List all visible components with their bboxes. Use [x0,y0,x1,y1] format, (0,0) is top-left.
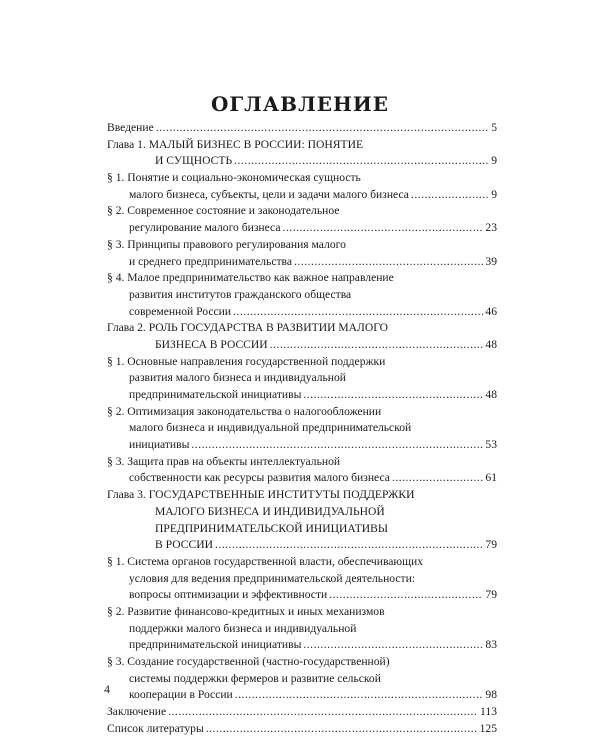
toc-entry-line: малого бизнеса и индивидуальной предпринимательской [129,421,412,435]
toc-entry-text: Введение [107,121,154,134]
dot-leader [168,704,478,721]
toc-entry-line: § 1. Основные направления государственной поддержки [107,354,386,368]
toc-entry-text: вопросы оптимизации и эффективности [129,588,328,602]
toc-entry-line: условия для ведения предпринимательской деятельности: [129,571,416,585]
dot-leader [329,587,483,604]
toc-page-number: 98 [485,688,497,702]
toc-entry-line: Глава 3. ГОСУДАРСТВЕННЫЕ ИНСТИТУТЫ ПОДДЕРЖКИ [107,488,415,502]
dot-leader [294,254,483,271]
toc-entry-last-line [107,254,497,271]
toc-entry[interactable] [107,354,497,404]
dot-leader [233,304,483,321]
toc-entry-text: предпринимательской инициативы [129,388,302,401]
toc-entry[interactable] [107,487,497,554]
dot-leader [234,153,489,170]
toc-entry[interactable] [107,554,497,604]
toc-entry-last-line [107,120,497,137]
toc-entry[interactable] [107,270,497,320]
dot-leader [303,637,483,654]
toc-entry-line: МАЛОГО БИЗНЕСА И ИНДИВИДУАЛЬНОЙ [155,504,385,518]
toc-entry-last-line [107,537,497,554]
toc-page-number: 46 [485,304,497,318]
page-number: 4 [104,682,110,696]
dot-leader [411,187,489,204]
toc-entry-text: инициативы [129,438,190,452]
toc-entry-line: § 1. Система органов государственной власти, обеспечивающих [107,554,424,568]
toc-page-number: 79 [485,588,497,602]
toc-entry-last-line [107,304,497,321]
table-of-contents [107,120,497,737]
toc-entry-text: предпринимательской инициативы [129,638,302,652]
toc-entry-last-line [107,437,497,454]
toc-entry-last-line [107,153,497,170]
toc-page-number: 9 [491,187,497,201]
dot-leader [235,687,484,704]
dot-leader [270,337,484,354]
toc-entry-line: § 2. Современное состояние и законодательное [107,204,340,218]
toc-page-number: 83 [485,638,497,652]
toc-page-number: 53 [485,438,497,452]
toc-entry-last-line [107,704,497,721]
toc-entry-last-line [107,687,497,704]
dot-leader [303,387,483,404]
toc-entry-text: собственности как ресурсы развития малого бизнеса [129,471,390,485]
toc-entry-line: § 2. Оптимизация законодательства о налогообложении [107,404,382,418]
toc-entry-last-line [107,721,497,738]
toc-entry-last-line [107,220,497,237]
dot-leader [215,537,483,554]
dot-leader [392,470,483,487]
toc-page-number: 79 [485,538,497,552]
dot-leader [206,721,478,738]
toc-entry-text: регулирование малого бизнеса [129,221,281,235]
toc-entry[interactable] [107,704,497,721]
toc-entry[interactable] [107,604,497,654]
toc-entry-line: ПРЕДПРИНИМАТЕЛЬСКОЙ ИНИЦИАТИВЫ [155,521,388,535]
toc-page-number: 61 [485,471,497,485]
toc-entry[interactable] [107,654,497,704]
toc-page-number: 23 [485,221,497,235]
toc-entry[interactable] [107,137,497,170]
toc-entry-line: Глава 1. МАЛЫЙ БИЗНЕС В РОССИИ: ПОНЯТИЕ [107,137,364,151]
toc-entry-line: § 4. Малое предпринимательство как важное направление [107,271,394,285]
toc-entry-last-line [107,387,497,404]
toc-entry[interactable] [107,721,497,738]
toc-entry-text: Список литературы [107,721,204,735]
toc-entry-line: § 2. Развитие финансово-кредитных и иных механизмов [107,604,385,618]
toc-entry[interactable] [107,237,497,270]
dot-leader [283,220,484,237]
toc-entry[interactable] [107,454,497,487]
toc-entry-line: развития институтов гражданского общества [129,287,352,301]
page-title: ОГЛАВЛЕНИЕ [210,92,390,116]
toc-entry-line: Глава 2. РОЛЬ ГОСУДАРСТВА В РАЗВИТИИ МАЛОГО [107,321,389,335]
toc-entry[interactable] [107,203,497,236]
dot-leader [191,437,483,454]
toc-entry-line: системы поддержки фермеров и развитие сельской [129,671,381,685]
toc-page-number: 113 [480,705,497,719]
toc-entry-last-line [107,337,497,354]
toc-entry[interactable] [107,170,497,203]
toc-entry-text: кооперации в России [129,688,233,702]
toc-page-number: 9 [491,154,497,168]
toc-entry[interactable] [107,404,497,454]
toc-entry-text: И СУЩНОСТЬ [155,154,233,168]
toc-entry-last-line [107,187,497,204]
toc-entry-last-line [107,637,497,654]
toc-entry-line: § 1. Понятие и социально-экономическая сущность [107,171,361,185]
toc-entry[interactable] [107,320,497,353]
toc-entry-line: § 3. Защита прав на объекты интеллектуальной [107,454,341,468]
toc-entry-text: В РОССИИ [155,538,213,552]
toc-entry-last-line [107,470,497,487]
toc-entry-line: § 3. Принципы правового регулирования малого [107,237,346,251]
toc-entry-last-line [107,587,497,604]
toc-entry-text: и среднего предпринимательства [129,254,293,268]
toc-page-number: 39 [485,254,497,268]
toc-page-number: 5 [491,121,497,134]
toc-entry-text: малого бизнеса, субъекты, цели и задачи малого бизнеса [129,187,409,201]
toc-entry-line: § 3. Создание государственной (частно-государственной) [107,655,390,668]
toc-entry-text: Заключение [107,705,167,719]
toc-entry[interactable] [107,120,497,137]
toc-page-number: 48 [485,337,497,351]
toc-entry-line: поддержки малого бизнеса и индивидуальной [129,621,357,635]
toc-page-number: 125 [479,721,497,735]
dot-leader [156,120,489,137]
toc-entry-line: развития малого бизнеса и индивидуальной [129,371,346,385]
toc-entry-text: современной России [129,304,232,318]
toc-entry-text: БИЗНЕСА В РОССИИ [155,337,268,351]
toc-page-number: 48 [485,388,497,401]
